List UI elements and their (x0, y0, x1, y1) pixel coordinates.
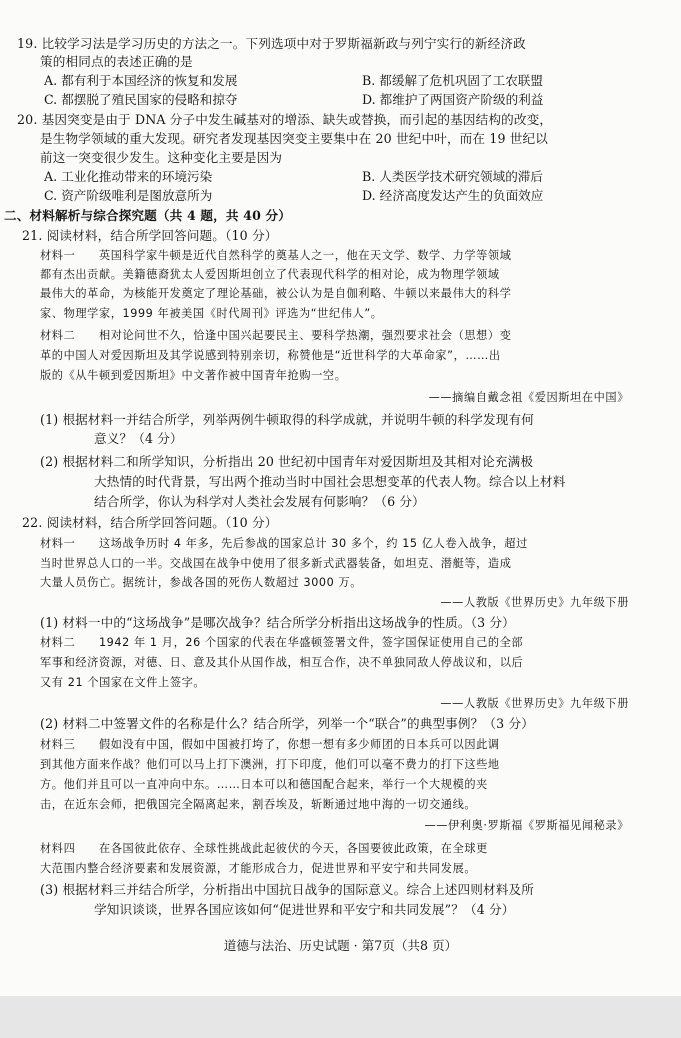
q21-material2-line3: 版的《从牛顿到爱因斯坦》中文著作被中国青年抢购一空。 (40, 369, 347, 382)
q22-material4-line2: 大范围内整合经济要素和发展资源，才能形成合力，促进世界和平安宁和共同发展。 (40, 862, 477, 875)
q22-material3-source: ——伊利奥·罗斯福《罗斯福见闻秘录》 (424, 819, 629, 832)
q21-sub2-line3: 结合所学，你认为科学对人类社会发展有何影响？（6 分） (94, 494, 425, 509)
q20-option-b: B. 人类医学技术研究领域的滞后 (362, 169, 543, 184)
q22-material1-line3: 大量人员伤亡。据统计，参战各国的死伤人数超过 3000 万。 (40, 576, 363, 589)
q21-material2-source: ——摘编自戴念祖《爱因斯坦在中国》 (428, 391, 629, 404)
q22-material2-line3: 又有 21 个国家在文件上签字。 (40, 676, 206, 689)
q21-sub1-line2: 意义？（4 分） (94, 431, 183, 446)
q20-stem-line2: 是生物学领域的重大发现。研究者发现基因突变主要集中在 20 世纪中叶，而在 19 世纪以 (40, 131, 549, 146)
q22-material2-line2: 军事和经济资源，对德、日、意及其仆从国作战，相互合作，决不单独同敌人停战议和，以后 (40, 656, 524, 669)
q19-option-a: A. 都有利于本国经济的恢复和发展 (44, 73, 238, 88)
q21-stem: 21. 阅读材料，结合所学回答问题。（10 分） (22, 228, 278, 243)
q21-material2-line2: 革的中国人对爱因斯坦及其学说感到特别亲切，称赞他是“近世科学的大革命家”，……出 (40, 349, 501, 362)
q20-option-a: A. 工业化推动带来的环境污染 (44, 169, 213, 184)
q21-sub2-line1: (2) 根据材料二和所学知识，分析指出 20 世纪初中国青年对爱因斯坦及其相对论充满极 (40, 454, 534, 469)
q21-sub2-line2: 大热情的时代背景，写出两个推动当时中国社会思想变革的代表人物。综合以上材料 (94, 474, 566, 489)
q21-material1-line2: 都有杰出贡献。美籍德裔犹太人爱因斯坦创立了代表现代科学的相对论，成为物理学领域 (40, 268, 500, 281)
q22-material3-line3: 方。他们并且可以一直冲向中东。……日本可以和德国配合起来，举行一个大规模的夹 (40, 778, 488, 791)
q22-material1-line2: 当时世界总人口的一半。交战国在战争中使用了很多新式武器装备，如坦克、潜艇等，造成 (40, 557, 512, 570)
q22-material3-line1: 材料三 假如没有中国，假如中国被打垮了，你想一想有多少师团的日本兵可以因此调 (40, 738, 500, 751)
q22-material4-line1: 材料四 在各国彼此依存、全球性挑战此起彼伏的今天，各国要彼此政策，在全球更 (40, 842, 488, 855)
q19-stem-line1: 19. 比较学习法是学习历史的方法之一。下列选项中对于罗斯福新政与列宁实行的新经济政 (17, 36, 526, 51)
q21-material1-line3: 最伟大的革命，为核能开发奠定了理论基础，被公认为是自伽利略、牛顿以来最伟大的科学 (40, 287, 512, 300)
q19-option-c: C. 都摆脱了殖民国家的侵略和掠夺 (44, 92, 238, 107)
q19-option-d: D. 都维护了两国资产阶级的利益 (362, 92, 544, 107)
q21-sub1-line1: (1) 根据材料一并结合所学，列举两例牛顿取得的科学成就，并说明牛顿的科学发现有何 (40, 412, 534, 427)
q22-material1-line1: 材料一 这场战争历时 4 年多，先后参战的国家总计 30 多个，约 15 亿人卷入战争，超过 (40, 537, 528, 550)
q22-stem: 22. 阅读材料，结合所学回答问题。（10 分） (22, 515, 278, 530)
q19-stem-line2: 策的相同点的表述正确的是 (40, 54, 193, 69)
q20-stem-line3: 前这一突变很少发生。这种变化主要是因为 (40, 150, 283, 165)
q19-option-b: B. 都缓解了危机巩固了工农联盟 (362, 73, 543, 88)
q22-material2-source: ——人教版《世界历史》九年级下册 (440, 697, 629, 710)
q20-option-c: C. 资产阶级唯利是图放意所为 (44, 188, 213, 203)
q22-sub3-line2: 学知识谈谈，世界各国应该如何“促进世界和平安宁和共同发展”？（4 分） (94, 902, 515, 917)
q20-option-d: D. 经济高度发达产生的负面效应 (362, 188, 544, 203)
section2-title: 二、材料解析与综合探究题（共 4 题，共 40 分） (4, 208, 292, 223)
q20-stem-line1: 20. 基因突变是由于 DNA 分子中发生碱基对的增添、缺失或替换，而引起的基因结构的改变， (17, 112, 553, 127)
page-footer: 道德与法治、历史试题 · 第7页（共8 页） (223, 938, 458, 953)
q22-material3-line4: 击，在近东会师，把俄国完全隔离起来，割吞埃及，斩断通过地中海的一切交通线。 (40, 798, 477, 811)
q22-material3-line2: 到其他方面来作战？他们可以马上打下澳洲，打下印度，他们可以毫不费力的打下这些地 (40, 758, 500, 771)
q22-material1-source: ——人教版《世界历史》九年级下册 (440, 596, 629, 609)
q22-sub2: (2) 材料二中签署文件的名称是什么？结合所学，列举一个“联合”的典型事例？（3 分） (40, 716, 534, 731)
q21-material1-line4: 家、物理学家，1999 年被美国《时代周刊》评选为“世纪伟人”。 (40, 307, 383, 320)
q22-sub1: (1) 材料一中的“这场战争”是哪次战争？结合所学分析指出这场战争的性质。（3 分） (40, 615, 515, 630)
q21-material1-line1: 材料一 英国科学家牛顿是近代自然科学的奠基人之一，他在天文学、数学、力学等领域 (40, 249, 512, 262)
q22-sub3-line1: (3) 根据材料三并结合所学，分析指出中国抗日战争的国际意义。综合上述四则材料及所 (40, 882, 534, 897)
q22-material2-line1: 材料二 1942 年 1 月，26 个国家的代表在华盛顿签署文件，签字国保证使用自己的全部 (40, 636, 524, 649)
q21-material2-line1: 材料二 相对论问世不久，恰逢中国兴起要民主、要科学热潮，强烈要求社会（思想）变 (40, 329, 512, 342)
